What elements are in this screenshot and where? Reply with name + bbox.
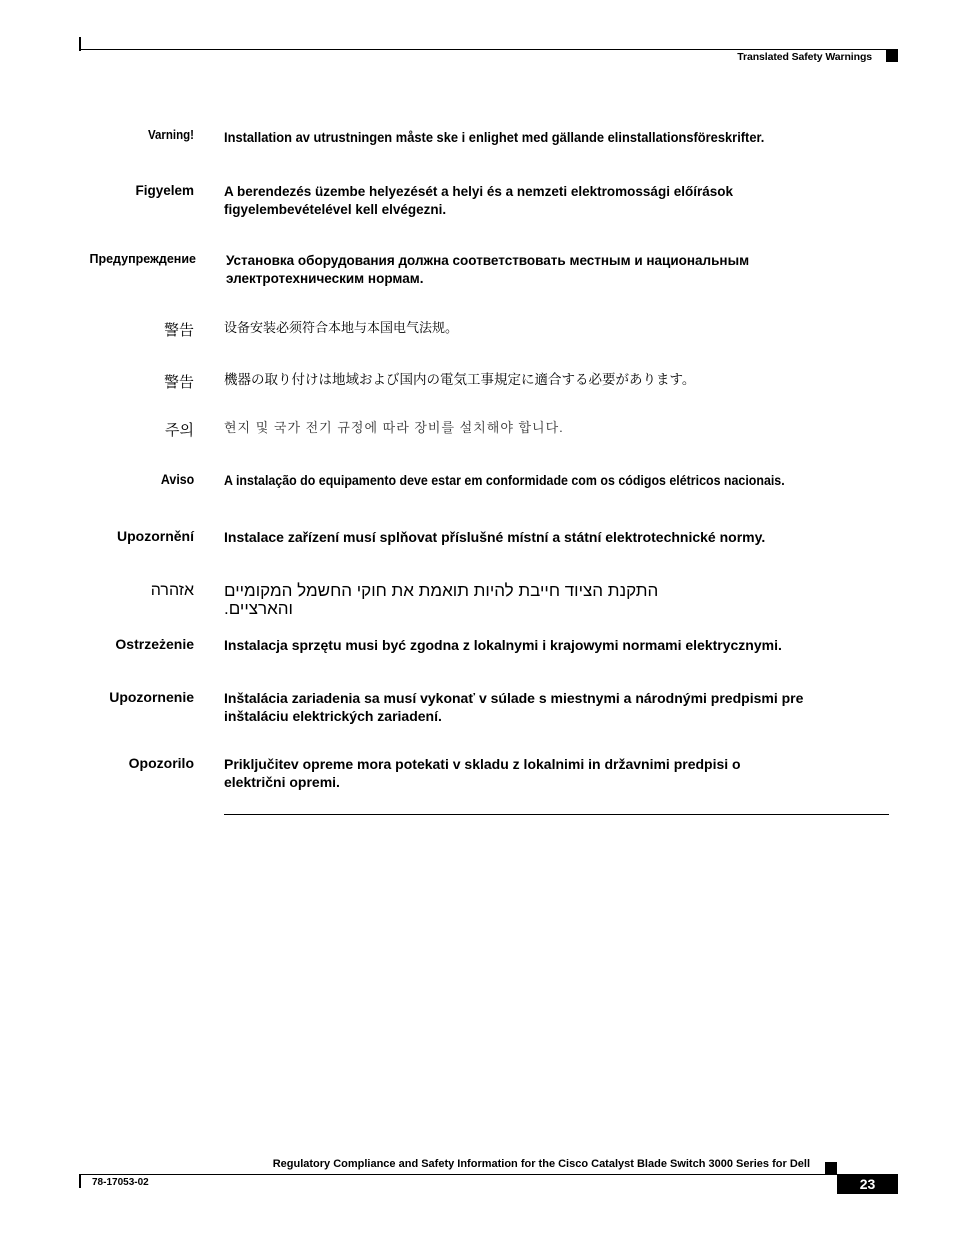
warning-label: Varning!: [147, 128, 194, 142]
page-number: 23: [837, 1174, 898, 1194]
warning-label: Upozornění: [117, 528, 194, 544]
warning-text: Instalace zařízení musí splňovat příslušné místní a státní elektrotechnické normy.: [224, 529, 766, 545]
warning-text: Установка оборудования должна соответствовать местным и национальным электротехническим нормам.: [226, 253, 750, 286]
warning-label: אזהרה: [150, 582, 194, 599]
warning-text: Inštalácia zariadenia sa musí vykonať v súlade s miestnymi a národnými predpismi pre inštaláciu elektrických zariadení.: [224, 690, 804, 724]
warning-text: 현지 및 국가 전기 규정에 따라 장비를 설치해야 합니다.: [224, 420, 564, 435]
header-rule: [79, 49, 898, 50]
warning-text: Installation av utrustningen måste ske i enlighet med gällande elinstallationsföreskrifter.: [224, 129, 765, 145]
warning-label: 警告: [163, 374, 194, 391]
warning-label: Ostrzeżenie: [115, 636, 194, 652]
warning-text: A berendezés üzembe helyezését a helyi és a nemzeti elektromossági előírások figyelembevételével kell elvégezni.: [224, 184, 733, 217]
warning-text: Priključitev opreme mora potekati v skladu z lokalnimi in državnimi predpisi o električni opremi.: [224, 756, 741, 790]
warning-text: Instalacja sprzętu musi być zgodna z lokalnymi i krajowymi normami elektrycznymi.: [224, 637, 782, 653]
warning-text: 機器の取り付けは地域および国内の電気工事規定に適合する必要があります。: [224, 372, 696, 387]
footer-marker-box: [825, 1162, 837, 1174]
warning-text: 设备安装必须符合本地与本国电气法规。: [224, 320, 459, 335]
warning-label: 주의: [165, 422, 194, 439]
footer-document-title: Regulatory Compliance and Safety Information for the Cisco Catalyst Blade Switch 3000 Series for Dell: [272, 1158, 810, 1170]
warning-label: 警告: [163, 322, 194, 339]
warning-text: A instalação do equipamento deve estar em conformidade com os códigos elétricos nacionais.: [224, 473, 785, 488]
footer-document-number: 78-17053-02: [92, 1177, 149, 1188]
warning-label: Opozorilo: [128, 755, 194, 771]
section-end-rule: [224, 814, 889, 815]
header-marker-box: [886, 50, 898, 62]
section-title: Translated Safety Warnings: [737, 51, 872, 63]
footer-rule: [79, 1174, 837, 1175]
footer-corner-mark: [79, 1174, 81, 1188]
warning-label: Aviso: [160, 472, 194, 487]
warning-label: Предупреждение: [89, 252, 196, 266]
warning-text: התקנת הציוד חייבת להיות תואמת את חוקי החשמל המקומיים והארציים.: [224, 581, 659, 618]
warning-label: Upozornenie: [109, 689, 194, 705]
warning-label: Figyelem: [135, 183, 194, 198]
